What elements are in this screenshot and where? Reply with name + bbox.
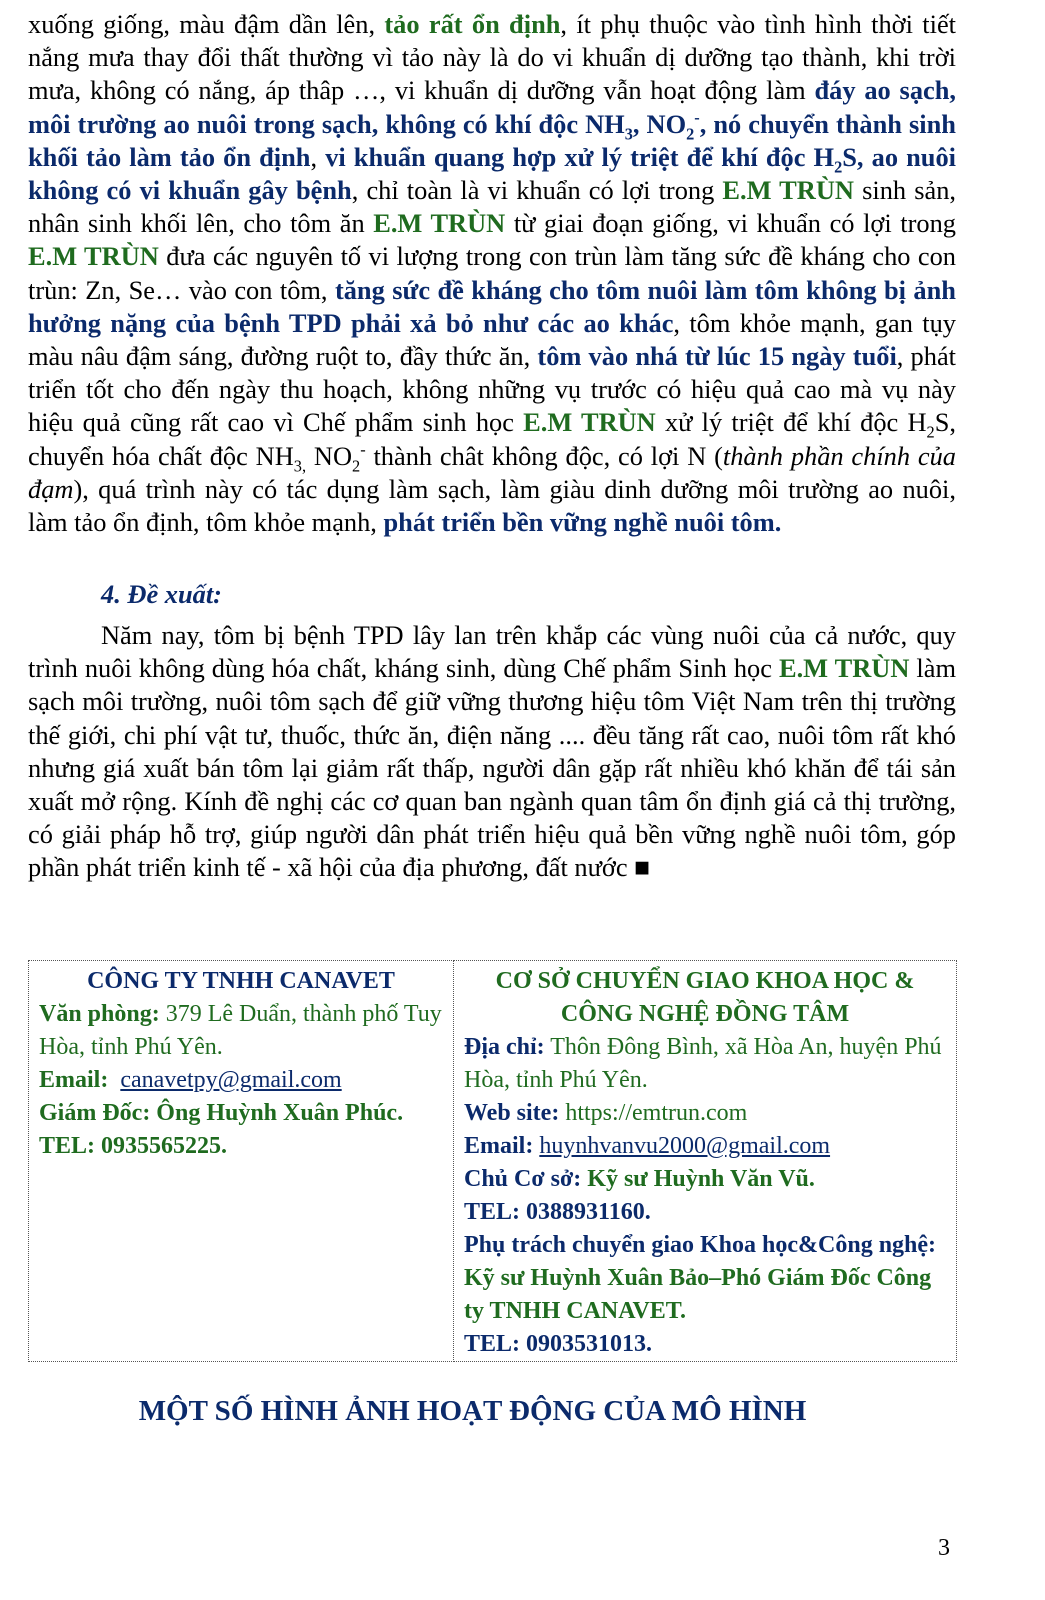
- text-run: , phát triển tốt cho đến ngày thu hoạch, không những vụ trước có hiệu quả cao mà vụ này hiệu quả cũng rất cao vì Chế phẩm sinh học: [28, 341, 956, 438]
- tel-line: TEL: 0388931160.: [464, 1199, 651, 1225]
- text-run: NO: [306, 440, 353, 471]
- highlight-navy: phát triển bền vững nghề nuôi tôm.: [383, 507, 782, 538]
- text-run: xử lý triệt để khí độc H: [655, 407, 927, 438]
- owner-line: [464, 1163, 946, 1196]
- section-heading: 4. Đề xuất:: [101, 579, 222, 609]
- text-run: ,: [310, 141, 326, 172]
- email-link[interactable]: canavetpy@gmail.com: [120, 1067, 342, 1093]
- text-run: S, ao nuôi không có vi khuẩn gây bệnh: [28, 141, 956, 206]
- text-run: , ít phụ thuộc vào tình hình thời tiết nắng mưa thay đổi thất thường vì tảo này là do vi khuẩn dị dưỡng tạo thành, khi trời mưa, không có nắng, áp thâp …, vi khuẩn dị dưỡng vẫn hoạt động làm: [28, 9, 956, 106]
- highlight-navy: tăng sức đề kháng cho tôm nuôi làm tôm không bị ảnh hưởng nặng của bệnh TPD phải xả bỏ như các ao khác: [28, 274, 956, 338]
- text-run: thành chât không độc, có lợi N (: [365, 440, 723, 471]
- office-value: 379 Lê Duẩn, thành phố Tuy Hòa, tỉnh Phú Yên.: [39, 1001, 442, 1060]
- highlight-navy: tôm vào nhá từ lúc 15 ngày tuổi: [537, 341, 897, 372]
- page-number: 3: [938, 1535, 950, 1561]
- office-label: Văn phòng:: [39, 1001, 160, 1027]
- website-line: [464, 1097, 946, 1130]
- body-paragraph-1: [28, 8, 956, 539]
- subscript: 2: [352, 455, 361, 475]
- text-run: vi khuẩn quang hợp xử lý triệt để khí độc H: [325, 141, 835, 172]
- owner-label: Chủ Cơ sở:: [464, 1166, 582, 1192]
- text-run: , nó chuyển thành sinh khối tảo làm tảo ổn định: [28, 108, 956, 172]
- office-line: [39, 998, 443, 1064]
- text-run: xuống giống, màu đậm dần lên,: [28, 9, 385, 39]
- text-run: ), quá trình này có tác dụng làm sạch, làm giàu dinh dưỡng môi trường ao nuôi, làm tảo ổn định, tôm khỏe mạnh,: [28, 473, 956, 538]
- email-line: [464, 1130, 946, 1163]
- italic-note: thành phần chính của đạm: [28, 440, 956, 504]
- text-run: , chỉ toàn là vi khuẩn có lợi trong: [351, 175, 723, 206]
- subscript: 2: [686, 123, 695, 143]
- director-line: Giám Đốc: Ông Huỳnh Xuân Phúc.: [39, 1100, 404, 1126]
- body-paragraph-2: [28, 619, 956, 885]
- product-name: E.M TRÙN: [778, 653, 910, 684]
- address-value: Thôn Đông Bình, xã Hòa An, huyện Phú Hòa, tỉnh Phú Yên.: [464, 1034, 942, 1093]
- email-line: [39, 1064, 443, 1097]
- product-name: E.M TRÙN: [28, 241, 159, 272]
- email-label: Email:: [464, 1133, 534, 1159]
- text-run: S, chuyển hóa chất độc NH: [28, 407, 956, 471]
- subscript: 3: [624, 123, 633, 143]
- email-label: Email:: [39, 1067, 109, 1093]
- email-link[interactable]: huynhvanvu2000@gmail.com: [539, 1133, 831, 1159]
- contact-left-cell: [29, 961, 454, 1362]
- text-run: , tôm khỏe mạnh, gan tụy màu nâu đậm sáng, đường ruột to, đầy thức ăn,: [28, 307, 956, 372]
- tel-line: TEL: 0935565225.: [39, 1133, 228, 1159]
- organization-name: CƠ SỞ CHUYỂN GIAO KHOA HỌC & CÔNG NGHỆ ĐỒNG TÂM: [495, 968, 915, 1027]
- transfer-label: Phụ trách chuyển giao Khoa học&Công nghệ:: [464, 1232, 937, 1258]
- subscript: 3,: [293, 455, 307, 475]
- gallery-title: MỘT SỐ HÌNH ẢNH HOẠT ĐỘNG CỦA MÔ HÌNH: [138, 1395, 807, 1427]
- address-line: [464, 1031, 946, 1097]
- subscript: 2: [834, 157, 843, 177]
- contact-right-cell: [454, 961, 957, 1362]
- contact-table: [28, 960, 957, 1362]
- text-run: làm sạch môi trường, nuôi tôm sạch để giữ vững thương hiệu tôm Việt Nam trên thị trường thế giới, chi phí vật tư, thuốc, thức ăn, điện năng .... đều tăng rất cao, nuôi tôm rất khó nhưng giá xuất bán tôm lại giảm rất thấp, người dân gặp rất nhiều khó khăn để tái sản xuất mở rộng. Kính đề nghị các cơ quan ban ngành quan tâm ổn định giá cả thị trường, có giải pháp hỗ trợ, giúp người dân phát triển hiệu quả bền vững nghề nuôi tôm, góp phần phát triển kinh tế - xã hội của địa phương, đất nước: [28, 653, 956, 883]
- website-value[interactable]: https://emtrun.com: [559, 1100, 748, 1126]
- owner-value: Kỹ sư Huỳnh Văn Vũ.: [581, 1166, 815, 1192]
- text-run: sinh sản, nhân sinh khối lên, cho tôm ăn: [28, 175, 956, 239]
- tel-line: TEL: 0903531013.: [464, 1331, 653, 1357]
- text-run: đáy ao sạch, môi trường ao nuôi trong sạch, không có khí độc NH: [28, 75, 957, 139]
- subscript: 2: [926, 422, 935, 442]
- transfer-line: [464, 1229, 946, 1328]
- company-name: CÔNG TY TNHH CANAVET: [87, 968, 395, 994]
- superscript: -: [694, 107, 700, 127]
- end-mark-icon: ■: [634, 852, 651, 883]
- text-run: Năm nay, tôm bị bệnh TPD lây lan trên khắp các vùng nuôi của cả nước, quy trình nuôi không dùng hóa chất, kháng sinh, dùng Chế phẩm Sinh học: [28, 620, 956, 684]
- text-run: , NO: [632, 108, 687, 139]
- highlight-green: tảo rất ổn định: [384, 9, 561, 39]
- superscript: -: [360, 439, 366, 459]
- website-label: Web site:: [464, 1100, 560, 1126]
- text-run: đưa các nguyên tố vi lượng trong con trùn làm tăng sức đề kháng cho con trùn: Zn, Se… vào con tôm,: [28, 241, 956, 305]
- product-name: E.M TRÙN: [373, 208, 506, 239]
- product-name: E.M TRÙN: [722, 175, 854, 206]
- text-run: từ giai đoạn giống, vi khuẩn có lợi trong: [505, 208, 956, 239]
- product-name: E.M TRÙN: [523, 407, 656, 438]
- address-label: Địa chỉ:: [464, 1034, 545, 1060]
- transfer-value: Kỹ sư Huỳnh Xuân Bảo–Phó Giám Đốc Công ty TNHH CANAVET.: [464, 1265, 932, 1324]
